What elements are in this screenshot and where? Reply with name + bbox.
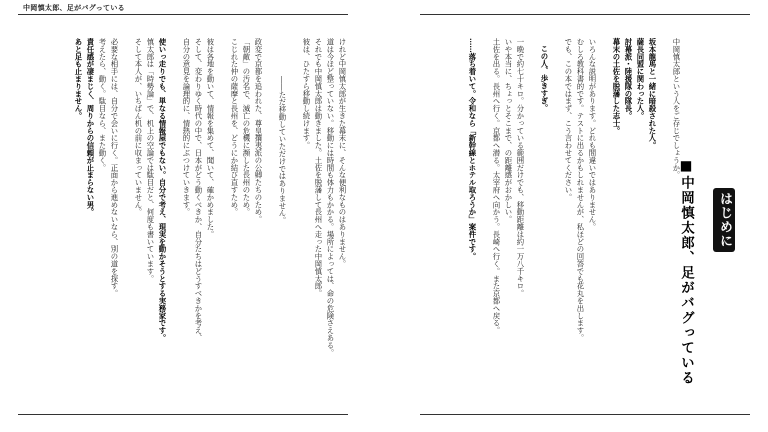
text-line: この人、歩きすぎ。 <box>540 45 549 112</box>
paragraph-gap <box>288 38 300 356</box>
text-line: 慎太郎は「時勢論」で、机上の空論では駄目だと、何度も書いています。 <box>146 38 155 283</box>
left-page <box>18 0 348 432</box>
paragraph-gap <box>168 38 180 356</box>
paragraph-gap <box>478 38 490 341</box>
left-page-body <box>72 38 348 356</box>
text-line: でも、この本ではまず、こう言わせてください。 <box>564 38 573 201</box>
text-line: 幕末の土佐を脱藩した志士。 <box>612 38 621 135</box>
paragraph-gap <box>216 38 228 356</box>
text-line: 彼は各地を動いて、情報を集めて、聞いて、確かめました。 <box>206 38 215 238</box>
text-line: むしろ教科書的です。テストに出るかもしれませんが、私ほどの回答でも花丸を出します。 <box>576 38 585 342</box>
text-line: 責任感が凄まじく、周りからの信頼が止まらない男。 <box>86 38 95 216</box>
text-line: そして、変わりゆく時代の中で、日本がどう動くべきか、自分たちはどうすべきかを考え、 <box>194 38 203 342</box>
right-footer-rule <box>420 414 750 415</box>
paragraph-gap <box>550 38 562 341</box>
text-line: 薩長同盟に関わった人。 <box>636 38 645 120</box>
right-page-body <box>466 38 682 341</box>
text-line: そして本人が、いちばん机の前に収まっていません。 <box>134 38 143 216</box>
text-line: 自分の意見を論理的に、情熱的にぶつけていきます。 <box>182 38 191 216</box>
text-line: 中岡慎太郎という人をご存じでしょうか。 <box>672 38 681 179</box>
text-line: 考えたら、動く。駄目なら、また動く。 <box>98 38 107 172</box>
running-header: 中岡慎太郎、足がバグっている <box>23 4 125 12</box>
paragraph-gap <box>526 38 538 341</box>
text-line: けれど中岡慎太郎が生きた幕末に、そんな便利なものはありません。 <box>338 38 347 268</box>
text-line: 討幕派・陸援隊の隊長。 <box>624 38 633 120</box>
chapter-title: ■中岡慎太郎、足がバグっている <box>678 158 694 386</box>
paragraph-gap <box>264 38 276 356</box>
text-line: 一晩で約七十キロ。分かっている範囲だけでも、移動距離は約一万八千キロ。 <box>516 38 525 297</box>
text-line: 「朝敵」の汚名で、滅亡の危機に瀕した長州のため。 <box>242 38 251 216</box>
text-line: こじれた仲の薩摩と長州を、どうにか結び直すため。 <box>230 38 239 216</box>
text-line: 坂本龍馬と一緒に暗殺された人。 <box>648 38 657 149</box>
text-line: 必要な相手には、自分で会いに行く。正面から進めないなら、別の道を探す。 <box>110 38 119 297</box>
text-line: ――ただ移動していただけではありません。 <box>278 76 287 224</box>
text-line: ……落ち着いて。令和なら「新幹線とホテル取ろうか」案件です。 <box>468 38 477 260</box>
text-line: それでも中岡慎太郎は動きました。土佐を脱藩して長州へ走った中岡慎太郎。 <box>314 38 323 297</box>
text-line: 土佐を出る。長州へ行く。京都へ潜る。太宰府へ向かう。長崎へ行く。また京都へ戻る。 <box>492 38 501 334</box>
text-line: いろんな説明があります。どれも間違いではありません。 <box>588 38 597 231</box>
text-line: 彼は、ひたすら移動し続けます。 <box>302 38 311 149</box>
paragraph-gap <box>120 38 132 356</box>
paragraph-gap <box>598 38 610 341</box>
text-line: あと足も止まりません。 <box>74 38 83 120</box>
text-line: 使いっ走りでも、単なる情報屋でもない。自分で考え、現実を動かそうとする実務家です。 <box>158 38 167 342</box>
left-footer-rule <box>18 414 348 415</box>
paragraph-gap <box>658 38 670 341</box>
text-line: いや本当に、ちょっとそこまで、の距離感がおかしい。 <box>504 38 513 223</box>
text-line: 政変で京都を追われた、尊皇攘夷派の公卿たちのため。 <box>254 38 263 223</box>
chapter-badge: はじめに <box>713 188 735 252</box>
right-page <box>420 0 750 432</box>
text-line: 道は今ほど整っていない。移動には時間も体力もかかる。場所によっては、命の危険さえある。 <box>326 38 335 357</box>
